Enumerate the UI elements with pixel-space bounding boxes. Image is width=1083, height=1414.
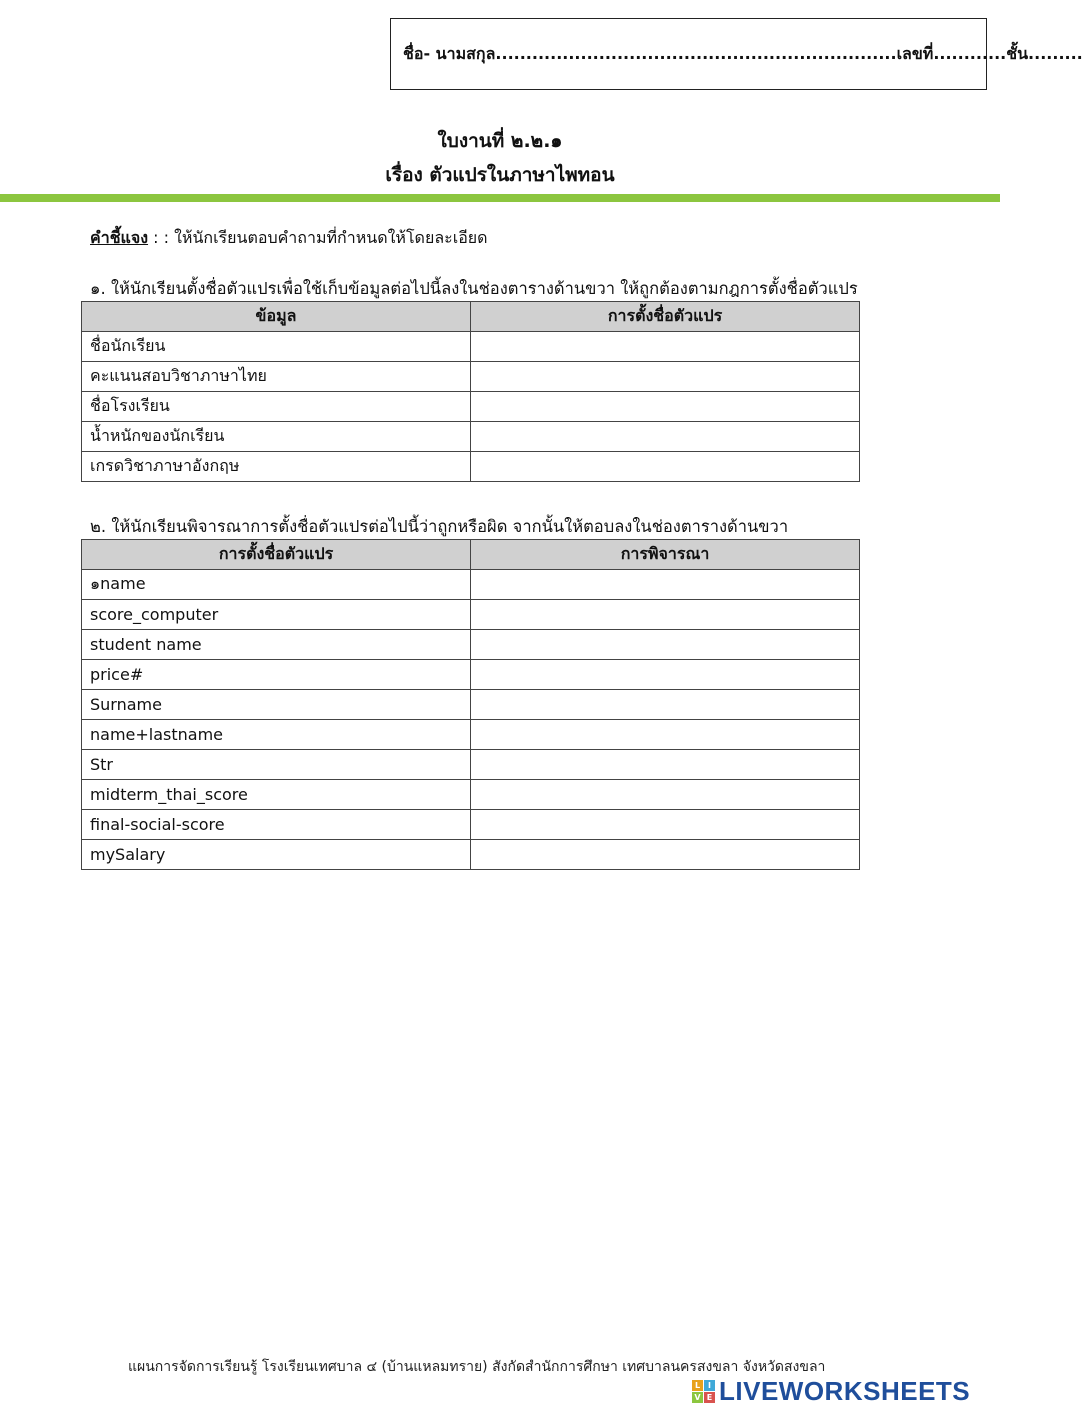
- table-2-header-variable: การตั้งชื่อตัวแปร: [82, 540, 471, 570]
- row-label: เกรดวิชาภาษาอังกฤษ: [82, 452, 471, 482]
- question-2: ๒. ให้นักเรียนพิจารณาการตั้งชื่อตัวแปรต่อไปนี้ว่าถูกหรือผิด จากนั้นให้ตอบลงในช่องตารางด้านขวา: [90, 517, 789, 536]
- table-1: [81, 301, 860, 482]
- row-label: น้ำหนักของนักเรียน: [82, 422, 471, 452]
- table-row: [82, 810, 860, 840]
- row-label: student name: [82, 630, 471, 660]
- answer-cell[interactable]: [471, 810, 860, 840]
- row-label: mySalary: [82, 840, 471, 870]
- row-label: final-social-score: [82, 810, 471, 840]
- table-1-header-variable: การตั้งชื่อตัวแปร: [471, 302, 860, 332]
- answer-cell[interactable]: [471, 630, 860, 660]
- table-2: [81, 539, 860, 870]
- logo-mark-i: I: [704, 1380, 715, 1391]
- answer-cell[interactable]: [471, 362, 860, 392]
- worksheet-topic: เรื่อง ตัวแปรในภาษาไพทอน: [385, 164, 615, 186]
- instructions: [90, 226, 488, 251]
- table-row: [82, 392, 860, 422]
- answer-cell[interactable]: [471, 780, 860, 810]
- row-label: score_computer: [82, 600, 471, 630]
- logo-text: LIVEWORKSHEETS: [719, 1376, 971, 1406]
- table-row: [82, 690, 860, 720]
- instructions-label: คำชี้แจง: [90, 228, 149, 247]
- logo-mark-icon: [692, 1380, 715, 1403]
- name-box: [390, 18, 1083, 90]
- table-row: [82, 570, 860, 600]
- table-row: [82, 600, 860, 630]
- table-2-header-judgement: การพิจารณา: [471, 540, 860, 570]
- liveworksheets-logo: [692, 1376, 970, 1407]
- table-1-header-data: ข้อมูล: [82, 302, 471, 332]
- answer-cell[interactable]: [471, 600, 860, 630]
- table-row: [82, 452, 860, 482]
- table-row: [82, 630, 860, 660]
- answer-cell[interactable]: [471, 392, 860, 422]
- row-label: price#: [82, 660, 471, 690]
- logo-mark-l: L: [692, 1380, 703, 1391]
- table-2-header-row: [82, 540, 860, 570]
- table-row: [82, 332, 860, 362]
- worksheet-number: ใบงานที่ ๒.๒.๑: [437, 130, 563, 152]
- instructions-text: : : ให้นักเรียนตอบคำถามที่กำหนดให้โดยละเอียด: [148, 228, 488, 247]
- row-label: ๑name: [82, 570, 471, 600]
- footer-text: แผนการจัดการเรียนรู้ โรงเรียนเทศบาล ๔ (บ้านแหลมทราย) สังกัดสำนักการศึกษา เทศบาลนครสงขลา จังหวัดสงขลา: [128, 1359, 826, 1375]
- green-divider: [0, 194, 1000, 202]
- row-label: Surname: [82, 690, 471, 720]
- logo-mark-e: E: [704, 1392, 715, 1403]
- row-label: name+lastname: [82, 720, 471, 750]
- row-label: ชื่อนักเรียน: [82, 332, 471, 362]
- answer-cell[interactable]: [471, 690, 860, 720]
- answer-cell[interactable]: [471, 570, 860, 600]
- table-row: [82, 362, 860, 392]
- answer-cell[interactable]: [471, 332, 860, 362]
- table-row: [82, 780, 860, 810]
- table-row: [82, 840, 860, 870]
- row-label: ชื่อโรงเรียน: [82, 392, 471, 422]
- row-label: Str: [82, 750, 471, 780]
- row-label: คะแนนสอบวิชาภาษาไทย: [82, 362, 471, 392]
- answer-cell[interactable]: [471, 840, 860, 870]
- question-1: ๑. ให้นักเรียนตั้งชื่อตัวแปรเพื่อใช้เก็บข้อมูลต่อไปนี้ลงในช่องตารางด้านขวา ให้ถูกต้องตามกฎการตั้งชื่อตัวแปร: [90, 279, 858, 298]
- answer-cell[interactable]: [471, 452, 860, 482]
- answer-cell[interactable]: [471, 422, 860, 452]
- table-row: [82, 660, 860, 690]
- answer-cell[interactable]: [471, 750, 860, 780]
- logo-mark-v: V: [692, 1392, 703, 1403]
- row-label: midterm_thai_score: [82, 780, 471, 810]
- answer-cell[interactable]: [471, 720, 860, 750]
- table-row: [82, 720, 860, 750]
- table-1-header-row: [82, 302, 860, 332]
- answer-cell[interactable]: [471, 660, 860, 690]
- table-row: [82, 750, 860, 780]
- table-row: [82, 422, 860, 452]
- name-line: ชื่อ- นามสกุล..................................................................เลขที่............ชั้น.........: [403, 43, 1083, 63]
